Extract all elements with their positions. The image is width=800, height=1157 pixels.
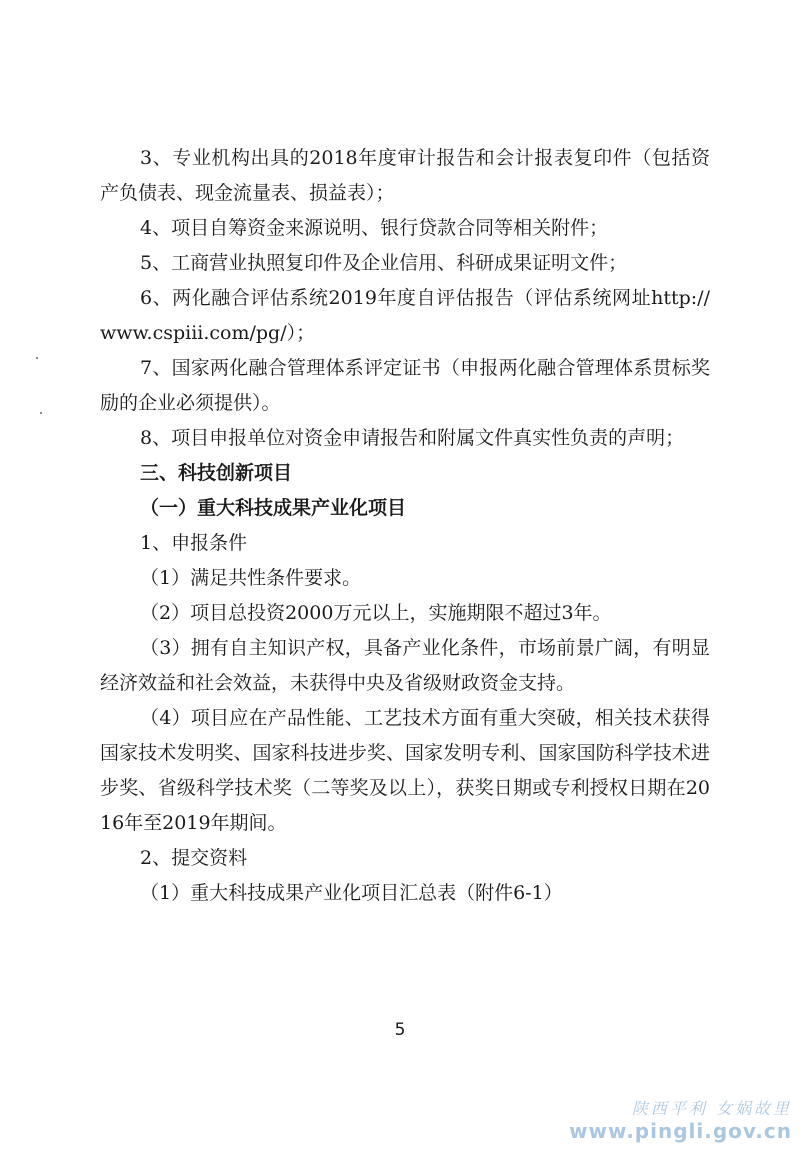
paragraph: 6、两化融合评估系统2019年度自评估报告（评估系统网址http://www.cspiii.com/pg/）；	[100, 287, 710, 344]
scan-speck	[40, 412, 42, 414]
paragraph: （1）满足共性条件要求。	[140, 567, 362, 589]
page-number: 5	[394, 1020, 406, 1040]
site-watermark	[569, 1096, 792, 1143]
subsection-heading: （一）重大科技成果产业化项目	[140, 497, 407, 519]
paragraph: （3）拥有自主知识产权，具备产业化条件，市场前景广阔，有明显经济效益和社会效益，未获得中央及省级财政资金支持。	[100, 637, 710, 694]
paragraph: 5、工商营业执照复印件及企业信用、科研成果证明文件；	[140, 252, 628, 274]
paragraph: 4、项目自筹资金来源说明、银行贷款合同等相关附件；	[140, 217, 609, 239]
paragraph: （1）重大科技成果产业化项目汇总表（附件6-1）	[140, 882, 563, 904]
paragraph: 7、国家两化融合管理体系评定证书（申报两化融合管理体系贯标奖励的企业必须提供）。	[100, 357, 710, 414]
watermark-url: www.pingli.gov.cn	[569, 1119, 792, 1143]
scan-speck	[36, 357, 38, 359]
watermark-title: 陕西平利 女娲故里	[631, 1099, 792, 1118]
paragraph: 2、提交资料	[140, 847, 248, 869]
document-body	[100, 141, 710, 911]
paragraph: （4）项目应在产品性能、工艺技术方面有重大突破，相关技术获得国家技术发明奖、国家科技进步奖、国家发明专利、国家国防科学技术进步奖、省级科学技术奖（二等奖及以上），获奖日期或专利授权日期在2016年至2019年期间。	[100, 707, 710, 834]
paragraph: 8、项目申报单位对资金申请报告和附属文件真实性负责的声明；	[140, 427, 685, 449]
paragraph: 3、专业机构出具的2018年度审计报告和会计报表复印件（包括资产负债表、现金流量表、损益表）；	[100, 147, 710, 204]
paragraph: （2）项目总投资2000万元以上，实施期限不超过3年。	[140, 602, 612, 624]
paragraph: 1、申报条件	[140, 532, 248, 554]
section-heading: 三、科技创新项目	[140, 462, 293, 484]
